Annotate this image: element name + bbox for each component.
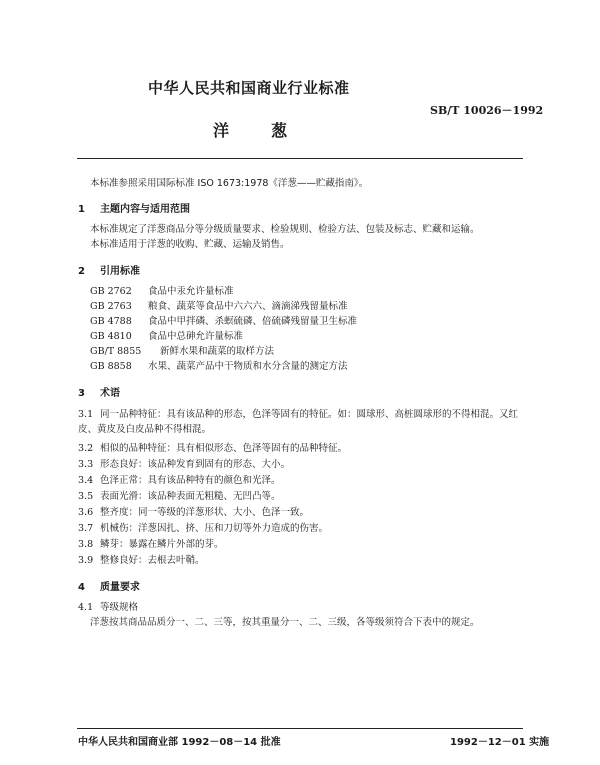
term-text: 形态良好：该品种发育到固有的形态、大小。	[100, 459, 291, 470]
term-continuation: 皮、黄皮及白皮品种不得相混。	[78, 424, 212, 435]
term-text: 同一品种特征：具有该品种的形态，色泽等固有的特征。如：圆球形、高桩圆球形的不得相混。又红	[100, 409, 519, 420]
term-item	[78, 442, 347, 456]
reference-code: GB 2763	[90, 301, 132, 312]
reference-item	[90, 285, 234, 299]
section-4-title: 质量要求	[100, 582, 140, 593]
reference-title: 粮食、蔬菜等食品中六六六、滴滴涕残留量标准	[148, 301, 348, 312]
reference-code: GB 2762	[90, 286, 132, 297]
reference-title: 食品中汞允许量标准	[148, 286, 234, 297]
term-text: 色泽正常：具有该品种特有的颜色和光泽。	[100, 475, 281, 486]
term-number: 3.6	[78, 507, 94, 518]
subsection-number: 4.1	[78, 602, 94, 613]
term-number: 3.7	[78, 523, 94, 534]
term-number: 3.5	[78, 491, 94, 502]
term-item	[78, 522, 328, 536]
term-number: 3.3	[78, 459, 94, 470]
term-number: 3.1	[78, 409, 94, 420]
document-title-char-2: 葱	[271, 121, 290, 140]
section-3-title: 术语	[100, 388, 120, 399]
reference-code: GB 4788	[90, 316, 132, 327]
section-4-text: 洋葱按其商品品质分一、二、三等，按其重量分一、二、三级，各等级须符合下表中的规定。	[90, 617, 480, 628]
term-number: 3.2	[78, 443, 94, 454]
reference-item	[90, 300, 348, 314]
subsection-title: 等级规格	[100, 602, 139, 613]
reference-title: 食品中总砷允许量标准	[148, 331, 244, 342]
footer-rule	[77, 728, 523, 729]
section-1-number: 1	[78, 204, 85, 215]
reference-code: GB/T 8855	[90, 346, 142, 357]
section-2-number: 2	[78, 266, 85, 277]
term-text: 整齐度：同一等级的洋葱形状、大小、色泽一致。	[100, 507, 310, 518]
standard-code: SB/T 10026－1992	[430, 104, 544, 117]
term-item	[78, 474, 281, 488]
term-text: 鳞芽：暴露在鳞片外部的芽。	[100, 539, 224, 550]
reference-item	[90, 330, 243, 344]
reference-title: 水果、蔬菜产品中干物质和水分含量的测定方法	[148, 361, 348, 372]
approval-date: 中华人民共和国商业部 1992－08－14 批准	[78, 737, 281, 748]
section-1-line-1: 本标准规定了洋葱商品分等分级质量要求、检验规则、检验方法、包装及标志、贮藏和运输。	[90, 224, 480, 235]
section-4-number: 4	[78, 582, 85, 593]
section-3-number: 3	[78, 388, 85, 399]
section-1-heading	[78, 200, 190, 215]
term-item	[78, 490, 281, 504]
term-item	[78, 408, 518, 422]
section-2-title: 引用标准	[100, 266, 140, 277]
term-text: 相似的品种特征：具有相似形态、色泽等固有的品种特征。	[100, 443, 348, 454]
section-2-heading	[78, 262, 140, 277]
document-title	[213, 118, 289, 141]
reference-item	[90, 345, 274, 359]
intro-paragraph: 本标准参照采用国际标准 ISO 1673:1978《洋葱——贮藏指南》。	[90, 178, 369, 189]
ministry-title: 中华人民共和国商业行业标准	[148, 79, 350, 97]
term-item	[78, 554, 205, 568]
header-rule	[77, 158, 523, 159]
term-number: 3.8	[78, 539, 94, 550]
section-1-title: 主题内容与适用范围	[100, 204, 190, 215]
term-number: 3.9	[78, 555, 94, 566]
term-item	[78, 458, 290, 472]
reference-code: GB 4810	[90, 331, 132, 342]
reference-title: 食品中甲拌磷、杀螟硫磷、倍硫磷残留量卫生标准	[148, 316, 358, 327]
term-text: 表面光滑：该品种表面无粗糙、无凹凸等。	[100, 491, 281, 502]
term-item	[78, 538, 224, 552]
reference-item	[90, 360, 348, 374]
section-4-heading	[78, 578, 140, 593]
reference-code: GB 8858	[90, 361, 132, 372]
section-3-heading	[78, 384, 120, 399]
term-item	[78, 506, 309, 520]
term-text: 机械伤：洋葱因扎、挤、压和刀切等外力造成的伤害。	[100, 523, 329, 534]
subsection-heading	[78, 601, 138, 615]
reference-title: 新鲜水果和蔬菜的取样方法	[160, 346, 275, 357]
section-1-line-2: 本标准适用于洋葱的收购、贮藏、运输及销售。	[90, 239, 290, 250]
term-number: 3.4	[78, 475, 94, 486]
document-title-char-1: 洋	[213, 121, 232, 140]
term-text: 整修良好：去根去叶鞘。	[100, 555, 205, 566]
effective-date: 1992－12－01 实施	[450, 737, 550, 748]
reference-item	[90, 315, 357, 329]
